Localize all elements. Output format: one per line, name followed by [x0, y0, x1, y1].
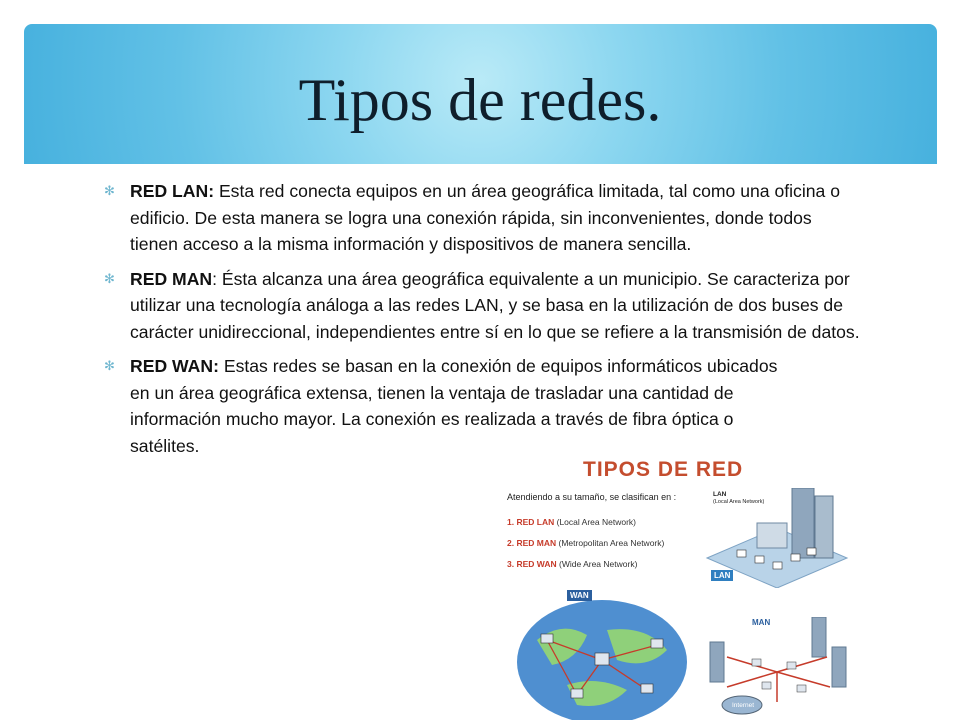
bullet-term: RED MAN	[130, 268, 213, 289]
figure-list-item: 3. RED WAN (Wide Area Network)	[507, 559, 638, 569]
figure-title: TIPOS DE RED	[583, 458, 744, 481]
slide-body	[100, 178, 860, 467]
bullet-star-icon: ✻	[104, 183, 115, 198]
bullet-star-icon: ✻	[104, 270, 115, 286]
bullet-text: Estas redes se basan en la conexión de equipos informáticos ubicados en un área geográfica extensa, tienen la ventaja de trasladar una cantidad de información mucho mayor. La conexión es realizada a través de fibra óptica o satélites.	[130, 356, 778, 456]
lan-label: LAN	[711, 570, 733, 581]
figure-list	[507, 512, 664, 575]
figure-list-item: 2. RED MAN (Metropolitan Area Network)	[507, 538, 665, 548]
bullet-red-lan	[100, 178, 860, 258]
svg-text:(Local Area Network): (Local Area Network)	[713, 499, 765, 505]
bullet-term: RED LAN:	[130, 181, 215, 201]
network-types-figure	[487, 452, 859, 720]
wan-label: WAN	[567, 590, 592, 601]
bullet-term: RED WAN:	[130, 356, 219, 376]
bullet-text: : Ésta alcanza una área geográfica equivalente a un municipio. Se caracteriza por utilizar una tecnología análoga a las redes LAN, y se basa en la utilización de dos buses de carácter unidireccional, independientes entre sí en lo que se refiere a la transmisión de datos.	[130, 268, 860, 342]
bullet-red-man	[100, 266, 860, 346]
man-label: MAN	[752, 618, 771, 627]
lan-caption-label: LAN	[713, 491, 727, 498]
bullet-star-icon: ✻	[104, 358, 115, 373]
figure-list-item: 1. RED LAN (Local Area Network)	[507, 517, 636, 527]
figure-intro: Atendiendo a su tamaño, se clasifican en :	[507, 492, 677, 502]
internet-label: Internet	[732, 702, 755, 709]
bullet-red-wan	[100, 353, 790, 459]
bullet-text: Esta red conecta equipos en un área geográfica limitada, tal como una oficina o edificio. De esta manera se logra una conexión rápida, sin inconvenientes, donde todos tienen acceso a la misma información y dispositivos de manera sencilla.	[130, 181, 841, 254]
wan-globe-illustration	[507, 590, 697, 720]
man-network-illustration	[702, 617, 857, 717]
slide-title: Tipos de redes.	[298, 67, 662, 133]
